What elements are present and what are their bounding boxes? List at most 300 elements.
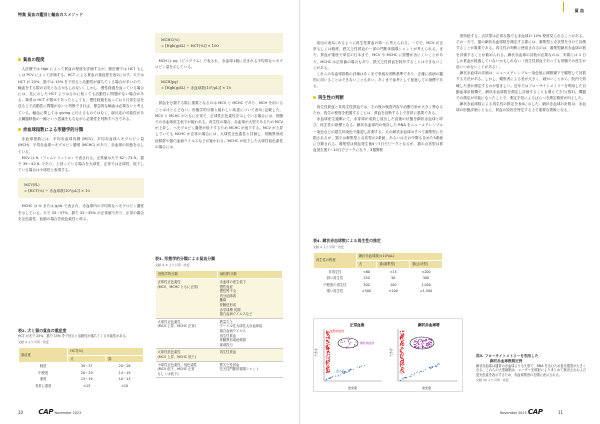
- th-hct: HCT(%): [68, 347, 144, 355]
- platelet-point: [416, 372, 417, 373]
- cell-morph: 小球性正色素性／低色素性 (MCV 低下、MCHC 正常 もしくは低下): [156, 361, 218, 378]
- rbc-point: [326, 347, 327, 348]
- rbc-point: [328, 344, 329, 345]
- rbc-point: [400, 339, 401, 340]
- cell-morph: 大球性正色素性 (MCV 上昇、MCHC 正常): [156, 318, 218, 349]
- cell-severity: 軽度: [39, 364, 47, 369]
- rbc-point: [403, 358, 404, 359]
- table-row: [314, 268, 443, 275]
- table-row: [156, 279, 283, 319]
- table2-source: 文献 4 より引用・改変: [18, 339, 49, 344]
- th-severity: 重症度: [19, 347, 68, 362]
- cell-severity: 重度: [39, 377, 47, 382]
- platelet-point: [364, 365, 365, 366]
- retic-point: [425, 347, 426, 348]
- paragraph: 度持続する。点状型は正常な猫でも赤血球の 10% 程度見られることがある。その一方で、猫の網状赤血球数を測定する際には、凝集型と点状型を分けて計測することが重要である。再生性の判断に使用されるのは、凝集型網状赤血球の数を評価することが勧められる。網状赤血球の計数が必要なのは、実際には 1 日しか貧血が経過していないかもしれない（再生性貧血であっても骨髄での産生が追いつかないことがある）。: [456, 34, 586, 70]
- retic-point: [429, 339, 430, 340]
- th-retic-count: 網状赤血球数(×10³/μL): [356, 253, 442, 261]
- platelet-point: [409, 376, 410, 377]
- rbc-point: [402, 337, 403, 338]
- platelet-point: [357, 367, 358, 368]
- rbc-point: [326, 358, 327, 359]
- retic-point: [429, 344, 430, 345]
- rbc-point: [403, 331, 404, 332]
- cell-disease: 再生性貧血: [218, 349, 283, 361]
- rbc-point: [326, 356, 327, 357]
- left-column-1: [18, 52, 144, 222]
- rbc-point: [403, 371, 404, 372]
- rbc-point: [400, 343, 401, 344]
- retic-point: [354, 344, 355, 345]
- retic-point: [348, 340, 349, 341]
- rbc-point: [327, 354, 328, 355]
- rbc-point: [400, 364, 401, 365]
- retic-point: [417, 347, 418, 348]
- rbc-point: [403, 353, 404, 354]
- platelet-point: [347, 372, 348, 373]
- rbc-point: [329, 338, 330, 339]
- rbc-point: [401, 349, 402, 350]
- retic-point: [340, 342, 341, 343]
- rbc-point: [402, 355, 403, 356]
- platelet-point: [338, 375, 339, 376]
- platelet-point: [439, 364, 440, 365]
- table4-block: [313, 232, 443, 295]
- table-row: [19, 363, 144, 370]
- rbc-point: [402, 367, 403, 368]
- platelet-point: [402, 378, 403, 379]
- rbc-point: [403, 339, 404, 340]
- retic-point: [428, 342, 429, 343]
- x-axis-label-right: 蛍光度: [422, 386, 432, 390]
- formula-expression: = [HCT(%) ÷ 赤血球数(10⁶/μL)] × 10: [24, 189, 90, 194]
- rbc-point: [403, 372, 404, 373]
- rbc-point: [402, 343, 403, 344]
- cell-cat-agg: 100: [390, 282, 397, 287]
- retic-point: [415, 340, 416, 341]
- panel-title-retic: 網状赤血球增: [418, 323, 440, 327]
- cell-cat: <10: [121, 383, 129, 388]
- figure3-caption-line2: 網状赤血球数測定例: [490, 358, 523, 363]
- rbc-point: [401, 367, 402, 368]
- rbc-point: [326, 360, 327, 361]
- cell-cat-punc: <200: [421, 269, 431, 274]
- retic-point: [416, 343, 417, 344]
- rbc-point: [326, 337, 327, 338]
- retic-point: [430, 342, 431, 343]
- retic-point: [423, 340, 424, 341]
- rbc-point: [402, 352, 403, 353]
- rbc-point: [328, 350, 329, 351]
- retic-point: [418, 340, 419, 341]
- rbc-point: [400, 365, 401, 366]
- paragraph: 網状赤血球の評価は、ニューメチレンブルー染色後に顕微鏡下で観察して計数する方法がある。しかし、観察者による差が大きく、細かいことから、院内で熟練した者が測定するのが望ましい。近年ではフローサイトメトリーを利用した自動血球計数機で、網状赤血球数を測定し評価することも増えてきた(図3)。機器での測定が可能になったことで、測定手技によるばらつき測定精度が向上した。: [456, 71, 586, 101]
- platelet-point: [403, 379, 404, 380]
- retic-point: [421, 339, 422, 340]
- rbc-point: [400, 338, 401, 339]
- rbc-point: [328, 365, 329, 366]
- formula-mchc: [155, 33, 283, 53]
- retic-point: [344, 341, 345, 342]
- platelet-point: [430, 368, 431, 369]
- rbc-point: [329, 352, 330, 353]
- rbc-point: [400, 351, 401, 352]
- table2-caption: 表2. 犬と猫の貧血の重症度: [18, 328, 67, 333]
- flow-cytometry-plots: [314, 319, 464, 393]
- retic-point: [418, 341, 419, 342]
- paragraph: 人医療では Hgb によって貧血の程度を評価するが、獣医療では HCT もしくは PCV によって評価する。HCT による貧血の重症度を表2に示す。犬では HCT が 20%、猫では 15% を下回ると活動性が落ちてくる場合が多いので、輸血をする際の目安となるかもしれない。しかし、慢性経過を辿っている場合には、先に示した HCT よりはるかに低くても活動性に問題がない場合がある。筆者は HCT が数%であったとしても、慢性経過を辿っており日常生活を送る上で活動性に問題がないと判断できれば、緊急的な輸血は必要ないと考えている。輸血に関しては giving に行えるものではなく、副反応の可能性がある臓器移植の一種という認識をもちながら必要性を判断すべきである。: [18, 67, 144, 121]
- label-rbc: 成熟赤血球: [330, 329, 344, 333]
- rbc-point: [328, 361, 329, 362]
- rbc-point: [329, 371, 330, 372]
- formula-mch: [155, 75, 283, 95]
- figure3-caption-block: [476, 354, 586, 385]
- running-head-bar: [563, 2, 564, 12]
- rbc-point: [400, 331, 401, 332]
- panel-title-normal: 正常血液: [350, 323, 365, 327]
- rbc-point: [402, 331, 403, 332]
- cell-dog: 150: [363, 276, 370, 281]
- retic-point: [415, 344, 416, 345]
- cell-dog: >500: [362, 289, 372, 294]
- rbc-point: [401, 358, 402, 359]
- retic-point: [426, 340, 427, 341]
- right-column-2: [456, 33, 586, 114]
- table-row: [19, 383, 144, 390]
- retic-point: [426, 347, 427, 348]
- th-dog: 犬: [68, 355, 106, 363]
- retic-point: [354, 345, 355, 346]
- platelet-point: [414, 375, 415, 376]
- table-row: [156, 318, 283, 349]
- cell-dog: 300: [363, 282, 370, 287]
- table-row: [156, 361, 283, 378]
- rbc-point: [401, 372, 402, 373]
- cell-cat-punc: 1,000: [421, 282, 431, 287]
- retic-point: [431, 340, 432, 341]
- footer-right: [500, 408, 563, 416]
- rbc-point: [400, 366, 401, 367]
- retic-point: [427, 344, 428, 345]
- formula-mcv: [18, 178, 144, 198]
- rbc-point: [401, 337, 402, 338]
- paragraph: 前出の表3にあるように再生性貧血の第一に考えられる。一方で、MCV が正常もしくは軽度、鉄欠乏性貧血の一部の門脈体循環シャントが考えられる。また、貧血が重度で単位の日本まで、MCV や MCHC に影響が出にくいことがあり、MCHC は正常値の場合もあり、鉄欠乏性貧血を除外することはできないことがある。: [313, 41, 443, 70]
- cell-severity: 中程度: [38, 370, 49, 375]
- rbc-point: [329, 370, 330, 371]
- rbc-point: [326, 331, 327, 332]
- retic-point: [420, 341, 421, 342]
- running-head-left: 特集 貧血の鑑別と輸血のスメソッド: [18, 12, 84, 17]
- rbc-point: [400, 336, 401, 337]
- platelet-point: [425, 369, 426, 370]
- rbc-point: [329, 359, 330, 360]
- rbc-point: [329, 348, 330, 349]
- retic-point: [415, 347, 416, 348]
- retic-point: [418, 347, 419, 348]
- rbc-point: [326, 339, 327, 340]
- rbc-point: [326, 364, 327, 365]
- table4-source: 文献 4 より引用・改変: [313, 245, 344, 250]
- x-axis-label-left: 蛍光度: [348, 386, 358, 390]
- platelet-point: [423, 371, 424, 372]
- table4: [313, 252, 443, 295]
- rbc-point: [327, 334, 328, 335]
- platelet-point: [420, 371, 421, 372]
- retic-point: [428, 339, 429, 340]
- platelet-point: [404, 377, 405, 378]
- th-morph: 形態学的分類: [156, 271, 218, 279]
- table2-note: HCT が犬で 20%、猫で 15% を下回ると活動性が落ちてくる可能性がある。: [18, 334, 129, 339]
- platelet-point: [344, 373, 345, 374]
- rbc-point: [327, 340, 328, 341]
- cell-degree: 中程度の再生性: [323, 282, 347, 287]
- rbc-point: [328, 349, 329, 350]
- figure3-flow-cytometry: [313, 318, 463, 392]
- retic-point: [420, 346, 421, 347]
- rbc-point: [402, 365, 403, 366]
- retic-point: [419, 339, 420, 340]
- rbc-point: [328, 369, 329, 370]
- th-disease: 病因的分類: [218, 271, 283, 279]
- rbc-point: [403, 336, 404, 337]
- table-row: [314, 275, 443, 282]
- platelet-point: [330, 378, 331, 379]
- rbc-point: [401, 360, 402, 361]
- cell-disease: 鉄欠乏性貧血 先天性門脈体循環シャント: [218, 361, 283, 378]
- issue-date: November 2023: [500, 411, 527, 415]
- rbc-point: [326, 365, 327, 366]
- th-cat: 猫: [106, 355, 144, 363]
- rbc-point: [403, 364, 404, 365]
- rbc-point: [326, 348, 327, 349]
- page-number: 11: [557, 410, 564, 415]
- issue-date: November 2023: [54, 411, 82, 415]
- th-degree: 再生性の程度: [314, 253, 357, 268]
- rbc-point: [401, 341, 402, 342]
- running-head-right: 貧 血: [574, 8, 584, 13]
- retic-point: [422, 342, 423, 343]
- retic-point: [428, 344, 429, 345]
- rbc-point: [403, 335, 404, 336]
- table3-source: 文献 4, 5 より引用・改変: [155, 263, 190, 268]
- rbc-point: [403, 343, 404, 344]
- platelet-point: [328, 378, 329, 379]
- retic-point: [429, 341, 430, 342]
- rbc-point: [402, 341, 403, 342]
- platelet-point: [326, 379, 327, 380]
- table-row: [314, 288, 443, 295]
- cell-degree: 非再生性: [328, 269, 342, 274]
- rbc-point: [329, 354, 330, 355]
- rbc-point: [402, 345, 403, 346]
- rbc-point: [327, 351, 328, 352]
- rbc-point: [327, 332, 328, 333]
- cell-dog: 20〜29: [80, 370, 93, 375]
- retic-point: [423, 346, 424, 347]
- retic-point: [349, 339, 350, 340]
- cell-disease: 鉄量欠乏 プードル性大球性大赤血球症 猫白血病ウイルス 再生性貧血 骨髄異形成症候群 薬剤投与: [218, 318, 283, 349]
- rbc-point: [402, 371, 403, 372]
- platelet-point: [340, 374, 341, 375]
- cell-degree: 弱い再生性: [326, 276, 344, 281]
- cell-disease: 赤血球の産生低下 慢性炎症 慢性腎不全 内分泌障害 腫瘍 骨髄低形成 赤芽球癆 初期 猫白血病ウイルスなど: [218, 279, 283, 319]
- platelet-point: [421, 371, 422, 372]
- rbc-point: [327, 335, 328, 336]
- rbc-point: [329, 344, 330, 345]
- retic-point: [416, 341, 417, 342]
- retic-point: [420, 339, 421, 340]
- figure3-description: 網状赤血球は通常の赤血球よりも大型で、RNA を含むため蛍光強度が大きくなる。これらの大型細胞は、レーザー光照射によりまとめて検出されおよび蛍光色素を表示するため、赤血球集団の右側に表示される。: [476, 363, 586, 378]
- formula-expression: = [Hgb(g/dL) ÷ 赤血球数(10⁶/μL)] × 10: [161, 86, 231, 91]
- retic-point: [416, 339, 417, 340]
- rbc-point: [402, 360, 403, 361]
- retic-point: [349, 343, 350, 344]
- table2: [18, 347, 144, 390]
- right-column-1: [313, 40, 443, 153]
- rbc-point: [402, 370, 403, 371]
- platelet-point: [411, 374, 412, 375]
- rbc-point: [329, 367, 330, 368]
- cell-cat: 20〜26: [118, 364, 131, 369]
- rbc-point: [402, 357, 403, 358]
- formula-title: MCV(fL): [24, 183, 40, 188]
- rbc-point: [400, 345, 401, 346]
- rbc-point: [403, 348, 404, 349]
- cell-cat-agg: 50: [391, 276, 396, 281]
- retic-point: [427, 343, 428, 344]
- table2-block: [18, 322, 144, 389]
- rbc-point: [402, 344, 403, 345]
- retic-point: [414, 342, 415, 343]
- cell-dog: <60: [363, 269, 371, 274]
- rbc-point: [326, 369, 327, 370]
- retic-point: [422, 341, 423, 342]
- figure3-caption-line1: 図3. フローサイトメトリーを利用した: [476, 354, 539, 358]
- table-row: [314, 282, 443, 289]
- paragraph: MCHC は % または g/dL で表され、赤血球内の平均的なヘモグロビン濃度を示している。犬で 33〜37%、猫で 32〜35% が正常値であり、正常の場合を正色素性、低値の場合を低色素性と呼ぶ。: [18, 204, 144, 221]
- rbc-point: [400, 354, 401, 355]
- rbc-point: [400, 361, 401, 362]
- retic-point: [342, 342, 343, 343]
- platelet-point: [361, 366, 362, 367]
- platelet-point: [331, 377, 332, 378]
- th-dog: 犬: [356, 261, 377, 269]
- rbc-point: [403, 368, 404, 369]
- retic-point: [426, 339, 427, 340]
- cell-cat-agg: >200: [388, 289, 398, 294]
- table3: [155, 270, 283, 378]
- table3-caption: 表3. 形態学的分類による貧血分類: [155, 256, 216, 261]
- cell-dog: <13: [83, 383, 91, 388]
- rbc-point: [401, 342, 402, 343]
- rbc-point: [329, 356, 330, 357]
- retic-point: [423, 343, 424, 344]
- retic-point: [417, 341, 418, 342]
- cap-logo: CAP: [527, 408, 543, 416]
- retic-point: [426, 343, 427, 344]
- table-row: [156, 349, 283, 361]
- section-heading-regeneration: 再生性の判断: [313, 96, 443, 102]
- rbc-point: [400, 362, 401, 363]
- platelet-point: [335, 376, 336, 377]
- cap-logo: CAP: [38, 408, 54, 416]
- rbc-point: [327, 348, 328, 349]
- platelet-point: [414, 373, 415, 374]
- rbc-point: [328, 342, 329, 343]
- rbc-point: [328, 347, 329, 348]
- retic-point: [431, 345, 432, 346]
- rbc-point: [402, 348, 403, 349]
- section-heading-rbc-index: 赤血球指数による形態学的分類: [18, 128, 144, 134]
- table-row: [19, 376, 144, 383]
- rbc-point: [328, 351, 329, 352]
- platelet-point: [431, 366, 432, 367]
- rbc-point: [326, 349, 327, 350]
- rbc-point: [329, 335, 330, 336]
- retic-point: [348, 341, 349, 342]
- rbc-point: [327, 337, 328, 338]
- paragraph: 貧血を分類する際に重要となるのは MCV と MCHC であり、MCH を用いることはほとんどない。形態学的分類と疑わしい疾患について表3に記載した。MCV と MCHC がともに正常で、正球性正色素性を示している場合には、骨髄での赤血球産生低下が疑われる。再生性の場合、赤血球が大型であるため MCV が上昇し、ヘモグロビン濃度が低下するため MCHC が低下する。MCV が上昇していても MCHC が正常の場合には、大球性正色素性と評価し、骨髄異形成症候群や猫白血病ウイルスなどが疑われる。MCHC が低下した大球性低色素性の場合には、: [155, 101, 283, 149]
- platelet-point: [436, 365, 437, 366]
- rbc-point: [327, 363, 328, 364]
- paragraph: MCV は fL（フェムトリットル）で表される。正常値は犬で 62〜73 fL、猫で 39〜52 fL であり、上回っている場合を大球性、正常では正球性、低下している場合は小球性と表現する。: [18, 155, 144, 173]
- retic-point: [350, 342, 351, 343]
- rbc-point: [327, 372, 328, 373]
- rbc-point: [327, 362, 328, 363]
- platelet-point: [400, 380, 401, 381]
- rbc-point: [400, 372, 401, 373]
- cell-degree: 強い再生性: [326, 289, 344, 294]
- rbc-point: [327, 346, 328, 347]
- th-cat-punc: 猫(点状型): [410, 261, 443, 269]
- paragraph: 赤血球産生過剰にて、赤芽球が成熟し放出した直後の状態を網状赤血球と呼び、再生性の指標となる。網状赤血球内の残存した RNA をニューメチレンブルー染色などの超生体染色で確認し計測する。犬の網状赤血球はすべて凝集型に分類されるが、猫では凝集型と点状型の2系統、あるいはその中間も含めた3系統に分類される。凝集型は貧血発生後4〜7日でピークとなるが、猫の点状型は貧血発生後7〜10日でピークになり、3週間程: [313, 117, 443, 153]
- rbc-point: [327, 369, 328, 370]
- retic-point: [422, 344, 423, 345]
- platelet-point: [332, 376, 333, 377]
- rbc-point: [401, 370, 402, 371]
- rbc-point: [329, 342, 330, 343]
- retic-point: [421, 343, 422, 344]
- formula-title: MCH(pg): [161, 80, 178, 85]
- platelet-point: [410, 376, 411, 377]
- rbc-point: [402, 362, 403, 363]
- platelet-point: [349, 370, 350, 371]
- rbc-point: [326, 343, 327, 344]
- rbc-point: [400, 349, 401, 350]
- retic-point: [424, 347, 425, 348]
- rbc-point: [402, 335, 403, 336]
- formula-expression: = [Hgb(g/dL) ÷ HCT(%)] × 100: [161, 44, 219, 48]
- rbc-point: [327, 360, 328, 361]
- platelet-point: [353, 369, 354, 370]
- platelet-point: [435, 366, 436, 367]
- platelet-point: [350, 370, 351, 371]
- cell-morph: 大球性低色素性 (MCV 上昇、MCHC 低下): [156, 349, 218, 361]
- retic-point: [418, 347, 419, 348]
- rbc-point: [327, 355, 328, 356]
- left-column-2: [155, 33, 283, 150]
- cell-morph: 正球性正色素性 (MCV、MCHC ともに正常): [156, 279, 218, 319]
- platelet-point: [405, 377, 406, 378]
- label-retic: 網状赤血球: [360, 341, 374, 345]
- rbc-point: [327, 345, 328, 346]
- rbc-point: [326, 372, 327, 373]
- formula-title: MCHC(%): [161, 38, 180, 42]
- paragraph: 再生性貧血と非再生性貧血では、その後の検査内容や治療方針が大きく異なるため、再生の程度を把握することは、貧血を診断する上で非常に重要である。: [313, 104, 443, 116]
- retic-point: [414, 344, 415, 345]
- page-number: 10: [18, 410, 24, 415]
- th-cat-agg: 猫(凝集型): [377, 261, 410, 269]
